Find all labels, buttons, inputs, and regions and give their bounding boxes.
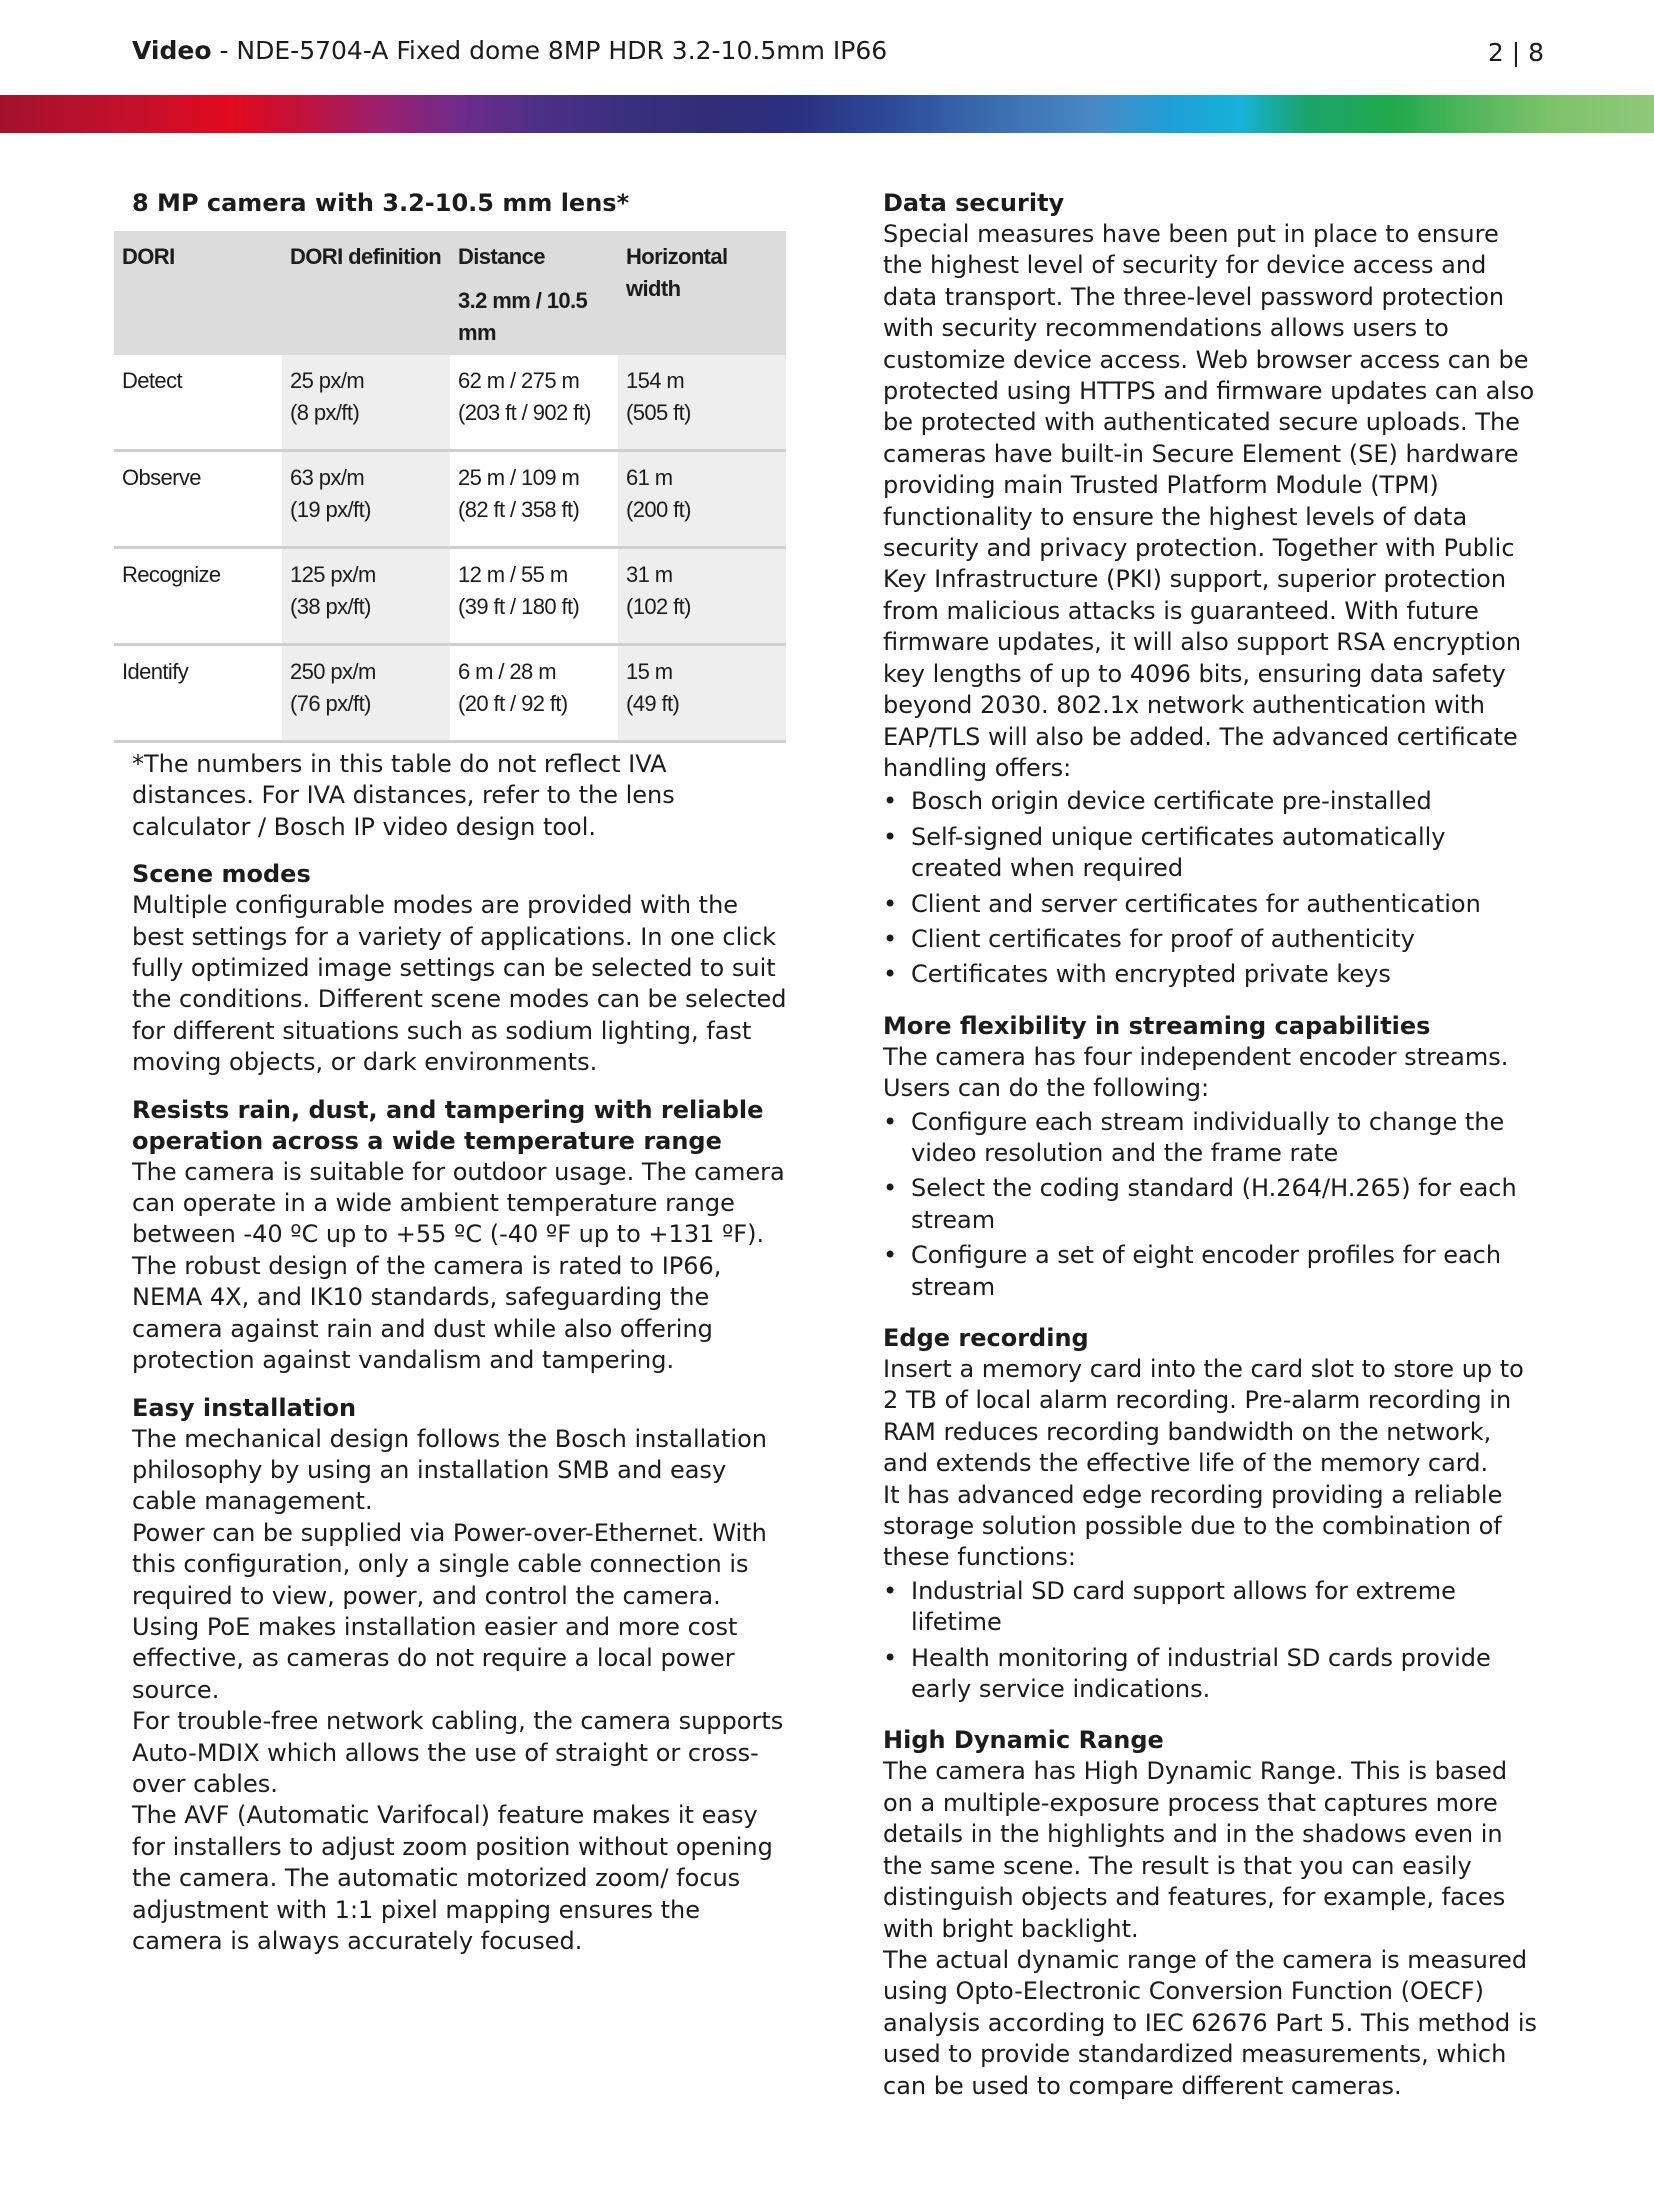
installation-paragraph-3: For trouble-free network cabling, the camera supports Auto-MDIX which allows the use of straight or cross-over cables. [132, 1707, 784, 1798]
left-column [122, 188, 792, 1957]
edge-recording-paragraph-2: It has advanced edge recording providing a reliable storage solution possible due to the combination of these functions: [883, 1480, 1503, 1572]
table-cell-distance: 25 m / 109 m (82 ft / 358 ft) [450, 451, 618, 548]
table-row-observe [114, 451, 786, 548]
document-product: - NDE-5704-A Fixed dome 8MP HDR 3.2-10.5mm IP66 [211, 36, 888, 65]
list-item: • Configure each stream individually to change the video resolution and the frame rate [883, 1107, 1543, 1170]
resists-title: Resists rain, dust, and tampering with reliable operation across a wide temperature range [132, 1095, 764, 1155]
header-horizontal-width: Horizontal width [618, 231, 786, 355]
resists-paragraph-2: The robust design of the camera is rated to IP66, NEMA 4X, and IK10 standards, safeguarding the camera against rain and dust while also offering protection against vandalism and tampering. [132, 1251, 722, 1375]
streaming-text: The camera has four independent encoder streams. Users can do the following: [883, 1042, 1509, 1103]
brand-color-band [0, 95, 1654, 133]
list-item: • Client certificates for proof of authenticity [883, 924, 1543, 955]
data-security-title: Data security [883, 189, 1065, 217]
easy-installation-title: Easy installation [132, 1393, 357, 1422]
installation-paragraph-2: Power can be supplied via Power-over-Ethernet. With this configuration, only a single cable connection is required to view, power, and control the camera. Using PoE makes installation easier and more cost effective, as cameras do not require a local power source. [132, 1518, 767, 1704]
table-cell-width: 31 m (102 ft) [618, 548, 786, 645]
list-item: • Select the coding standard (H.264/H.265) for each stream [883, 1173, 1543, 1236]
right-column [883, 188, 1543, 2102]
table-cell-dori: Identify [114, 645, 282, 742]
data-security-text: Special measures have been put in place to ensure the highest level of security for device access and data transport. The three-level password protection with security recommendations allows users to customize device access. Web browser access can be protected using HTTPS and firmware updates can also be protected with authenticated secure uploads. The cameras have built-in Secure Element (SE) hardware providing main Trusted Platform Module (TPM) functionality to ensure the highest levels of data security and privacy protection. Together with Public Key Infrastructure (PKI) support, superior protection from malicious attacks is guaranteed. With future firmware updates, it will also support RSA encryption key lengths of up to 4096 bits, ensuring data safety beyond 2030. 802.1x network authentication with EAP/TLS will also be added. The advanced certificate handling offers: [883, 220, 1535, 782]
edge-recording-title: Edge recording [883, 1324, 1089, 1352]
page-number: 2 | 8 [1487, 38, 1544, 67]
header-dori-definition: DORI definition [282, 231, 450, 355]
table-title: 8 MP camera with 3.2-10.5 mm lens* [132, 189, 630, 217]
list-item: • Client and server certificates for authentication [883, 889, 1543, 920]
table-row-identify [114, 645, 786, 742]
table-cell-width: 15 m (49 ft) [618, 645, 786, 742]
document-category: Video [132, 36, 212, 65]
table-row-recognize [114, 548, 786, 645]
table-cell-definition: 125 px/m (38 px/ft) [282, 548, 450, 645]
edge-recording-paragraph-1: Insert a memory card into the card slot to store up to 2 TB of local alarm recording. Pre-alarm recording in RAM reduces recording bandwidth on the network, and extends the effective life of the memory card. [883, 1355, 1524, 1478]
installation-paragraph-4: The AVF (Automatic Varifocal) feature makes it easy for installers to adjust zoom position without opening the camera. The automatic motorized zoom/ focus adjustment with 1:1 pixel mapping ensures the camera is always accurately focused. [132, 1801, 773, 1955]
edge-recording-list [883, 1576, 1543, 1706]
scene-modes-text: Multiple configurable modes are provided with the best settings for a variety of applications. In one click fully optimized image settings can be selected to suit the conditions. Different scene modes can be selected for different situations such as sodium lighting, fast moving objects, or dark environments. [132, 891, 787, 1077]
list-item: • Self-signed unique certificates automatically created when required [883, 822, 1543, 885]
table-cell-dori: Detect [114, 355, 282, 451]
table-cell-distance: 6 m / 28 m (20 ft / 92 ft) [450, 645, 618, 742]
table-header-row [114, 231, 786, 355]
table-cell-definition: 63 px/m (19 px/ft) [282, 451, 450, 548]
list-item: • Bosch origin device certificate pre-installed [883, 786, 1543, 817]
streaming-title: More flexibility in streaming capabilities [883, 1011, 1431, 1040]
list-item: • Certificates with encrypted private keys [883, 959, 1543, 990]
table-cell-definition: 25 px/m (8 px/ft) [282, 355, 450, 451]
table-cell-dori: Recognize [114, 548, 282, 645]
header-distance-sub: 3.2 mm / 10.5 mm [458, 288, 588, 345]
list-item: • Health monitoring of industrial SD cards provide early service indications. [883, 1643, 1543, 1706]
hdr-paragraph-2: The actual dynamic range of the camera is measured using Opto-Electronic Conversion Function (OECF) analysis according to IEC 62676 Part 5. This method is used to provide standardized measurements, which can be used to compare different cameras. [883, 1945, 1538, 2100]
table-cell-width: 61 m (200 ft) [618, 451, 786, 548]
table-footnote: *The numbers in this table do not reflect IVA distances. For IVA distances, refer to the lens calculator / Bosch IP video design tool. [132, 750, 675, 841]
installation-paragraph-1: The mechanical design follows the Bosch installation philosophy by using an installation SMB and easy cable management. [132, 1424, 767, 1516]
hdr-paragraph-1: The camera has High Dynamic Range. This is based on a multiple-exposure process that captures more details in the highlights and in the shadows even in the same scene. The result is that you can easily distinguish objects and features, for example, faces with bright backlight. [883, 1757, 1508, 1943]
table-cell-distance: 12 m / 55 m (39 ft / 180 ft) [450, 548, 618, 645]
scene-modes-title: Scene modes [132, 860, 311, 889]
certificate-list [883, 786, 1543, 990]
table-cell-distance: 62 m / 275 m (203 ft / 902 ft) [450, 355, 618, 451]
header-distance: Distance 3.2 mm / 10.5 mm [450, 231, 618, 355]
table-cell-width: 154 m (505 ft) [618, 355, 786, 451]
list-item: • Configure a set of eight encoder profiles for each stream [883, 1240, 1543, 1303]
list-item: • Industrial SD card support allows for extreme lifetime [883, 1576, 1543, 1639]
table-row-detect [114, 355, 786, 451]
dori-table [114, 231, 786, 743]
hdr-title: High Dynamic Range [883, 1726, 1164, 1755]
table-cell-definition: 250 px/m (76 px/ft) [282, 645, 450, 742]
header-dori: DORI [114, 231, 282, 355]
table-cell-dori: Observe [114, 451, 282, 548]
document-title [132, 36, 887, 65]
resists-paragraph-1: The camera is suitable for outdoor usage. The camera can operate in a wide ambient temperature range between -40 ºC up to +55 ºC (-40 ºF up to +131 ºF). [132, 1157, 785, 1249]
page-header [0, 0, 1654, 95]
streaming-list [883, 1107, 1543, 1303]
